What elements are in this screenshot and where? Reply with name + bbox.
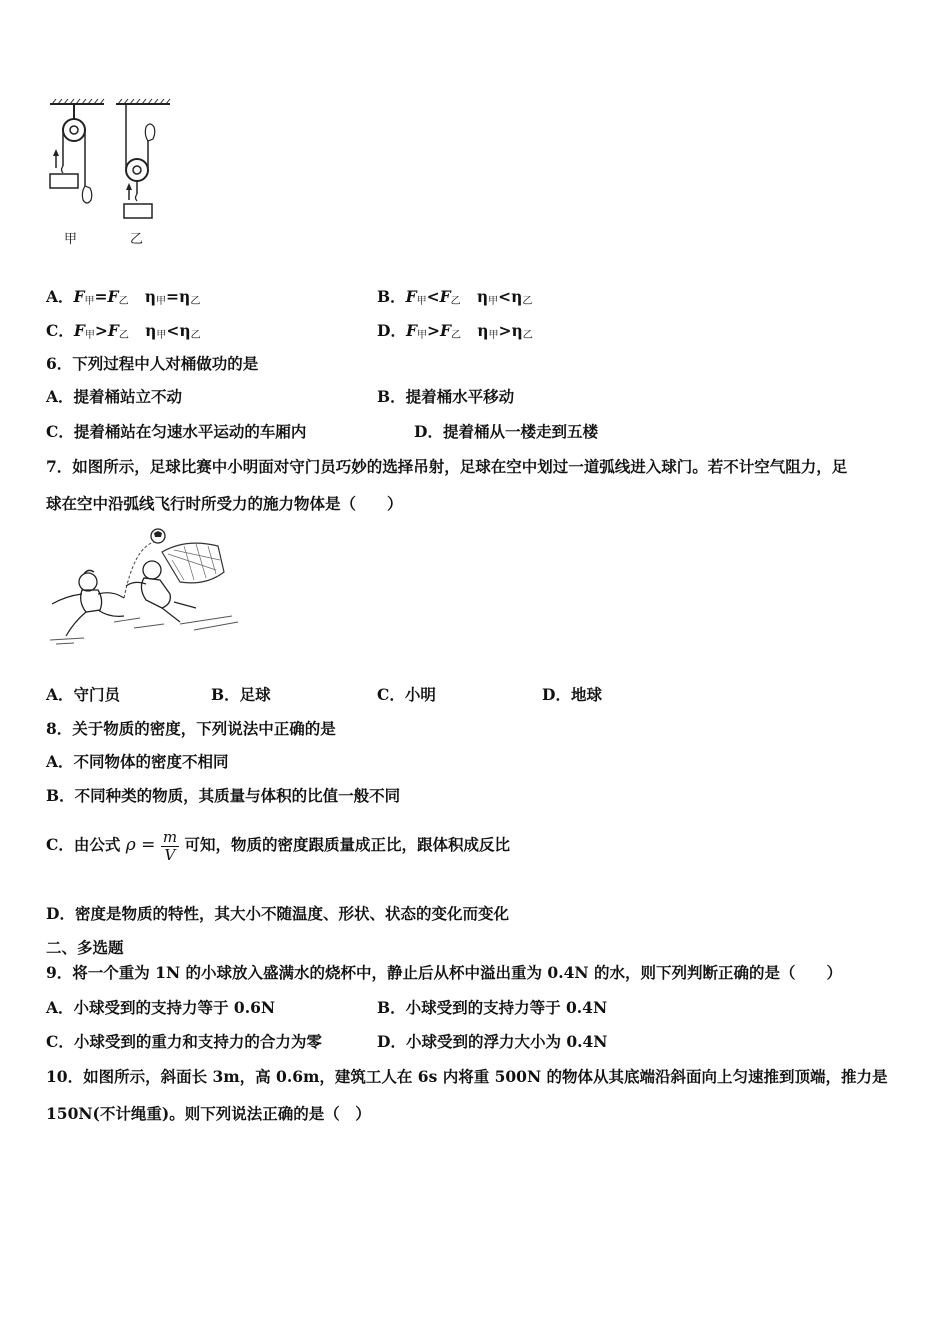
pulley-diagram	[44, 96, 184, 252]
density-formula-lhs: ρ =	[125, 835, 156, 855]
pulley-figure	[44, 96, 184, 252]
q7-stem-line2: 球在空中沿弧线飞行时所受力的施力物体是（ ）	[46, 494, 403, 513]
q7-option-c[interactable]: C．小明	[377, 685, 436, 704]
q5-option-d[interactable]: D．$F_甲>F_乙$ $\eta_甲>\eta_乙$	[377, 321, 533, 341]
section-title-multi-choice: 二、多选题	[46, 938, 124, 957]
q8-option-a[interactable]: A．不同物体的密度不相同	[46, 752, 229, 771]
q7-stem-line1: 7．如图所示，足球比赛中小明面对守门员巧妙的选择吊射，足球在空中划过一道弧线进入球门。若不计空气阻力，足	[46, 457, 848, 476]
q7-option-a[interactable]: A．守门员	[46, 685, 121, 704]
football-figure	[44, 524, 240, 652]
density-formula-fraction: $\frac{m}{V}$	[162, 827, 178, 864]
q8-stem: 8．关于物质的密度，下列说法中正确的是	[46, 719, 336, 738]
q5-option-a[interactable]: A．$F_甲=F_乙$ $\eta_甲=\eta_乙$	[46, 287, 201, 307]
q7-option-d[interactable]: D．地球	[542, 685, 602, 704]
q8-option-d[interactable]: D．密度是物质的特性，其大小不随温度、形状、状态的变化而变化	[46, 904, 509, 923]
figure-label-jia: 甲	[64, 232, 78, 247]
q9-option-c[interactable]: C．小球受到的重力和支持力的合力为零	[46, 1032, 322, 1051]
q9-option-a[interactable]: A．小球受到的支持力等于 0.6N	[46, 998, 276, 1017]
q6-option-d[interactable]: D．提着桶从一楼走到五楼	[414, 422, 598, 441]
q8-option-c-prefix: C．由公式	[46, 835, 121, 854]
q6-option-b[interactable]: B．提着桶水平移动	[377, 387, 515, 406]
q8-option-b[interactable]: B．不同种类的物质，其质量与体积的比值一般不同	[46, 786, 401, 805]
q8-option-c[interactable]	[46, 820, 510, 870]
q9-stem: 9．将一个重为 1N 的小球放入盛满水的烧杯中，静止后从杯中溢出重为 0.4N 的水，则下列判断正确的是（ ）	[46, 963, 842, 982]
q10-stem-line2: 150N(不计绳重)。则下列说法正确的是（ ）	[46, 1104, 371, 1123]
q6-stem: 6．下列过程中人对桶做功的是	[46, 354, 259, 373]
q7-option-b[interactable]: B．足球	[211, 685, 271, 704]
figure-label-yi: 乙	[130, 232, 144, 247]
q10-stem-line1: 10．如图所示，斜面长 3m，高 0.6m，建筑工人在 6s 内将重 500N 的物体从其底端沿斜面向上匀速推到顶端，推力是	[46, 1067, 888, 1086]
q8-option-c-suffix: 可知，物质的密度跟质量成正比，跟体积成反比	[184, 835, 510, 854]
q6-option-a[interactable]: A．提着桶站立不动	[46, 387, 183, 406]
q5-option-b[interactable]: B．$F_甲<F_乙$ $\eta_甲<\eta_乙$	[377, 287, 533, 307]
q5-option-c[interactable]: C．$F_甲>F_乙$ $\eta_甲<\eta_乙$	[46, 321, 201, 341]
football-sketch	[44, 524, 240, 652]
q9-option-d[interactable]: D．小球受到的浮力大小为 0.4N	[377, 1032, 608, 1051]
q9-option-b[interactable]: B．小球受到的支持力等于 0.4N	[377, 998, 608, 1017]
q6-option-c[interactable]: C．提着桶站在匀速水平运动的车厢内	[46, 422, 307, 441]
